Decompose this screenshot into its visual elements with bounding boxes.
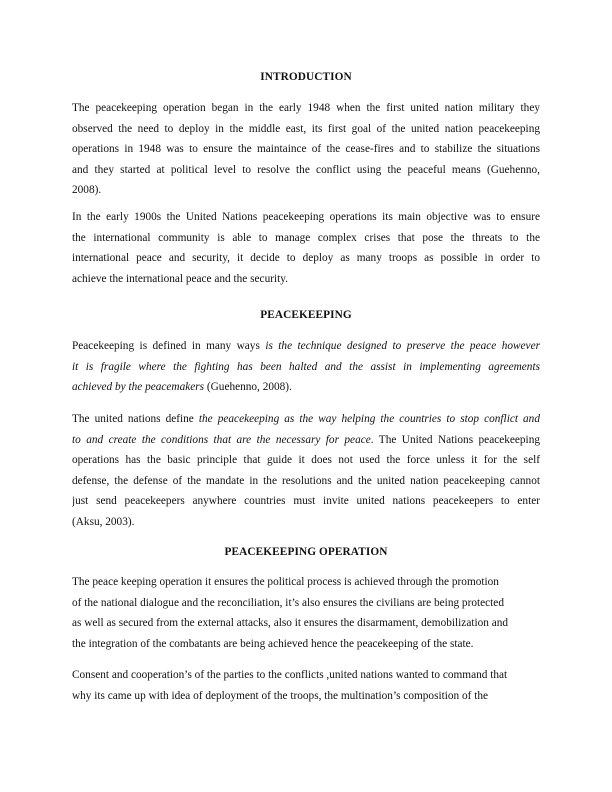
peacekeeping-paragraph-2 [72,409,540,533]
intro-paragraph-2 [72,207,540,289]
quoted-definition: achieved by the peacemakers [72,381,205,394]
quoted-definition: is the technique designed to preserve the peace however [265,340,540,352]
text-line: Consent and cooperation’s of the parties to the conflicts ,united nations wanted to command that [72,669,508,681]
text-line [72,357,540,378]
intro-paragraph-1 [72,98,540,201]
text-line: The peacekeeping operation began in the early 1948 when the first united nation military they [72,102,540,114]
text-line: The peace keeping operation it ensures the political process is achieved through the promotion [72,576,499,588]
text-line: as well as secured from the external attacks, also it ensures the disarmament, demobilization and [72,617,509,630]
text-line: achieve the international peace and the security. [72,272,288,285]
text-line: observed the need to deploy in the middle east, its first goal of the united nation peacekeeping [72,122,540,135]
text-line [72,336,540,357]
section-heading-introduction: INTRODUCTION [260,71,352,83]
peacekeeping-paragraph-1 [72,336,540,398]
text-line: the international community is able to manage complex crises that pose the threats to the [72,231,540,244]
text-line: In the early 1900s the United Nations peacekeeping operations its main objective was to ensure [72,211,540,223]
text-line: international peace and security, it decide to deploy as many troops as possible in order to [72,252,540,265]
text-line: operations in 1948 was to ensure the maintaince of the cease-fires and to stabilize the situations [72,143,540,156]
text-line: 2008). [72,184,102,197]
quoted-definition: to and create the conditions that are the necessary for peace [72,433,371,446]
text-line: the integration of the combatants are being achieved hence the peacekeeping of the state. [72,637,474,650]
section-heading-peacekeeping: PEACEKEEPING [260,309,352,321]
operation-paragraph-2 [72,665,540,706]
text-line: just send peacekeepers anywhere countries must invite united nations peacekeepers to enter [72,495,540,508]
text-line: operations has the basic principle that guide it does not used the force unless it for the self [72,454,540,467]
quoted-definition: it is fragile where the fighting has been halted and the assist in implementing agreements [72,360,540,373]
text-line [72,409,540,430]
text-line [72,430,540,451]
section-heading-peacekeeping-operation: PEACEKEEPING OPERATION [224,546,388,558]
text-line: and they started at political level to resolve the conflict using the peaceful means (Guehenno, [72,163,540,176]
text-line [72,377,540,398]
text-line: why its came up with idea of deployment of the troops, the multination’s composition of the [72,689,489,702]
normal-text: . The United Nations peacekeeping [370,433,540,446]
text-line: (Aksu, 2003). [72,515,135,528]
normal-text: Peacekeeping is defined in many ways [72,340,266,352]
text-line: of the national dialogue and the reconciliation, it’s also ensures the civilians are being protected [72,596,504,609]
operation-paragraph-1 [72,572,540,654]
quoted-definition: the peacekeeping as the way helping the countries to stop conflict and [198,413,540,425]
text-line: defense, the defense of the mandate in the resolutions and the united nation peacekeeping cannot [72,474,540,487]
normal-text: The united nations define [72,413,199,425]
citation: (Guehenno, 2008). [204,381,292,394]
